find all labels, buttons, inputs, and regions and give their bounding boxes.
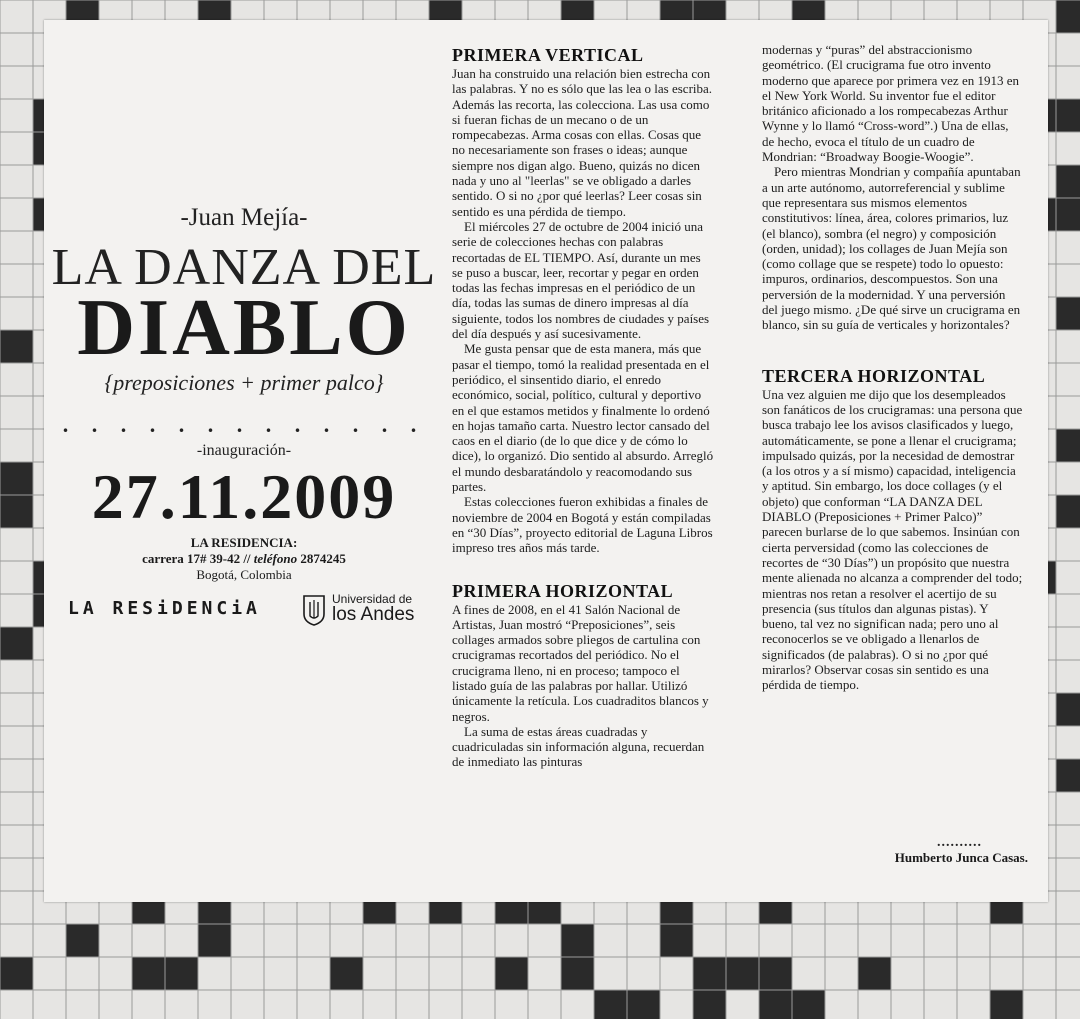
grid-cell-white [0,363,33,396]
grid-cell-white [924,990,957,1019]
venue-info [44,535,444,583]
grid-cell-black [1056,297,1080,330]
grid-cell-black [759,990,792,1019]
paragraph: A fines de 2008, en el 41 Salón Nacional de Artistas, Juan mostró “Preposiciones”, seis collages armados sobre pliegos de cartulina con crucigramas recortados del periódico. No el crucigrama lleno, ni en proceso; tampoco el listado guía de las palabras por hallar. Utilizó únicamente la retícula. Los cuadraditos blancos y negros. [452,601,709,724]
grid-cell-white [1056,990,1080,1019]
uni-logo-line-1: Universidad de [332,592,413,606]
grid-cell-white [66,990,99,1019]
grid-cell-white [330,990,363,1019]
grid-cell-white [0,231,33,264]
grid-cell-white [0,198,33,231]
grid-cell-white [891,957,924,990]
grid-cell-white [1056,264,1080,297]
grid-cell-white [462,924,495,957]
grid-cell-white [1056,726,1080,759]
grid-cell-white [1056,858,1080,891]
decorative-dots: . . . . . . . . . . . . . [62,412,426,437]
grid-cell-black [66,924,99,957]
signature-dots: .......... [937,835,982,850]
grid-cell-white [0,858,33,891]
section-heading: PRIMERA HORIZONTAL [452,580,674,601]
grid-cell-white [1056,957,1080,990]
grid-cell-black [561,957,594,990]
grid-cell-white [594,957,627,990]
grid-cell-white [231,957,264,990]
grid-cell-white [363,924,396,957]
grid-cell-white [1056,231,1080,264]
paragraph: modernas y “puras” del abstraccionismo geométrico. (El crucigrama fue otro invento moderno que aparece por primera vez en 1913 en el New York World. Su inventor fue el editor británico aficionado a los rompecabezas Arthur Wynne y lo llamó “Cross-word”.) Una de ellas, de hecho, evoca el título de un cuadro de Mondrian: “Broadway Boogie-Woogie”. [762,42,1019,165]
grid-cell-black [1056,99,1080,132]
grid-cell-white [1056,561,1080,594]
section-heading: PRIMERA VERTICAL [452,45,644,65]
grid-cell-black [693,990,726,1019]
grid-cell-white [858,924,891,957]
paragraph: Me gusta pensar que de esta manera, más que pasar el tiempo, tomó la realidad presentada en el periódico, el sinsentido diario, el enredo económico, social, político, cultural y deportivo en el que estamos metidos y finalmente lo ordenó en hojas tamaño carta. Nuestro lector cansado del caos en el diario (de lo que dice y de cómo lo dice), lo organizó. Dio sentido al absurdo. Arregló el mundo desbaratándolo y reacomodando sus partes. [452,341,714,495]
grid-cell-black [726,957,759,990]
grid-cell-black [561,924,594,957]
poster-paper [44,20,1048,902]
poster-left-panel [44,20,444,902]
title-line-2: DIABLO [77,284,411,372]
grid-cell-black [1056,429,1080,462]
grid-cell-white [297,957,330,990]
grid-cell-white [297,990,330,1019]
grid-cell-white [264,990,297,1019]
paragraph: El miércoles 27 de octubre de 2004 inició una serie de colecciones hechas con palabras recortadas de EL TIEMPO. Así, durante un mes se puso a buscar, leer, recortar y pegar en orden todas las fechas impresas en el periódico de un día, todas las sumas de dinero impresas al día siguiente, todos los nombres de ciudades y países del día después y así sucesivamente. [452,218,710,342]
grid-cell-white [0,264,33,297]
grid-cell-black [165,957,198,990]
grid-cell-white [33,924,66,957]
grid-cell-white [528,924,561,957]
grid-cell-black [1056,165,1080,198]
grid-cell-white [0,924,33,957]
grid-cell-white [165,924,198,957]
grid-cell-white [0,825,33,858]
grid-cell-white [0,660,33,693]
grid-cell-white [66,957,99,990]
grid-cell-white [1056,132,1080,165]
grid-cell-white [726,924,759,957]
grid-cell-black [0,462,33,495]
grid-cell-white [330,924,363,957]
grid-cell-white [429,924,462,957]
grid-cell-white [1056,924,1080,957]
grid-cell-white [957,924,990,957]
grid-cell-white [198,957,231,990]
venue-name: LA RESIDENCIA: [190,535,298,550]
grid-cell-white [1056,330,1080,363]
grid-cell-white [297,924,330,957]
uni-logo-line-2: los Andes [332,604,415,625]
grid-cell-black [759,957,792,990]
venue-city: Bogotá, Colombia [196,567,292,582]
grid-cell-white [0,528,33,561]
inauguration-label: -inauguración- [196,442,292,459]
grid-cell-white [660,990,693,1019]
university-shield-icon [302,594,326,626]
la-residencia-logo: LA RESiDENCiA [68,598,261,619]
grid-cell-black [693,957,726,990]
grid-cell-white [957,957,990,990]
signature: Humberto Junca Casas. [894,850,1028,865]
grid-cell-white [99,924,132,957]
grid-cell-black [1056,0,1080,33]
paragraph: Juan ha construido una relación bien estrecha con las palabras. Y no es sólo que las lea o las escriba. Además las recorta, las colecciona. Las usa como si fueran fichas de un mecano o de un rompecabezas. Arma cosas con ellas. Cosas que no necesariamente son frases o ideas; aunque siempre nos digan algo. Bueno, quizás no dicen nada y uno al "leerlas" se ve obligado a darles sentido. O si no ¿por qué leerlas? Leer cosas sin sentido es una pérdida de tiempo. [452,66,713,219]
grid-cell-white [1056,627,1080,660]
grid-cell-black [495,957,528,990]
grid-cell-white [264,957,297,990]
grid-cell-white [0,759,33,792]
grid-cell-white [1023,924,1056,957]
grid-cell-black [792,990,825,1019]
paragraph: Estas colecciones fueron exhibidas a finales de noviembre de 2004 en Bogotá y están compiladas en “30 Días”, proyecto editorial de Laguna Libros impreso tres años más tarde. [452,494,713,556]
event-date: 27.11.2009 [91,461,397,532]
grid-cell-white [231,990,264,1019]
grid-cell-black [0,495,33,528]
grid-cell-white [0,132,33,165]
grid-cell-white [1056,825,1080,858]
grid-cell-white [198,990,231,1019]
grid-cell-white [726,990,759,1019]
grid-cell-white [165,990,198,1019]
grid-cell-black [627,990,660,1019]
grid-cell-white [1056,396,1080,429]
grid-cell-white [0,990,33,1019]
grid-cell-white [759,924,792,957]
grid-cell-black [858,957,891,990]
grid-cell-white [825,990,858,1019]
grid-cell-white [0,33,33,66]
title-line-1: LA DANZA DEL [51,239,437,296]
paragraph: La suma de estas áreas cuadradas y cuadriculadas sin información alguna, recuerdan de inmediato las pinturas [452,723,705,770]
grid-cell-white [924,924,957,957]
grid-cell-white [363,957,396,990]
grid-cell-white [627,924,660,957]
grid-cell-white [0,297,33,330]
grid-cell-white [1056,462,1080,495]
grid-cell-white [0,594,33,627]
grid-cell-white [990,924,1023,957]
grid-cell-white [462,990,495,1019]
grid-cell-white [825,957,858,990]
grid-cell-white [0,99,33,132]
grid-cell-white [1056,792,1080,825]
grid-cell-white [0,726,33,759]
grid-cell-white [528,957,561,990]
grid-cell-black [330,957,363,990]
grid-cell-white [1056,594,1080,627]
grid-cell-black [0,330,33,363]
grid-cell-black [990,990,1023,1019]
grid-cell-white [990,957,1023,990]
grid-cell-white [594,924,627,957]
grid-cell-white [495,924,528,957]
grid-cell-white [858,990,891,1019]
grid-cell-white [396,990,429,1019]
grid-cell-white [627,957,660,990]
grid-cell-white [0,66,33,99]
grid-cell-white [264,924,297,957]
grid-cell-black [1056,198,1080,231]
grid-cell-white [0,693,33,726]
artist-name: -Juan Mejía- [180,204,308,231]
grid-cell-white [528,990,561,1019]
grid-cell-black [1056,495,1080,528]
grid-cell-white [825,924,858,957]
grid-cell-white [396,924,429,957]
grid-cell-white [1056,66,1080,99]
grid-cell-white [99,957,132,990]
grid-cell-white [132,924,165,957]
grid-cell-white [660,957,693,990]
grid-cell-white [0,165,33,198]
grid-cell-black [0,627,33,660]
grid-cell-white [429,957,462,990]
grid-cell-black [1056,693,1080,726]
grid-cell-white [33,990,66,1019]
grid-cell-white [792,924,825,957]
grid-cell-white [924,957,957,990]
grid-cell-white [396,957,429,990]
grid-cell-white [0,0,33,33]
grid-cell-black [0,957,33,990]
grid-cell-white [0,429,33,462]
grid-cell-white [495,990,528,1019]
paragraph: Una vez alguien me dijo que los desempleados son fanáticos de los crucigramas: una persona que busca trabajo lee los avisos clasificados y luego, automáticamente, se pone a llenar el crucigrama; impulsado quizás, por la necesidad de demostrar (a los otros y a sí mismo) capacidad, inteligencia y aptitud. Sin embargo, los doce collages (y el objeto) que conforman “LA DANZA DEL DIABLO (Preposiciones + Primer Palco)” parecen burlarse de lo que sabemos. Insinúan con cierta perversidad (como las colecciones de recortes de “30 Días”) un propósito que nuestra mente alienada no alcanza a comprender del todo; mientras nos retan a resolver el acertijo de su presencia (sus títulos dan algunas pistas). Y bueno, tal vez no significan nada; pero uno al reconocerlos se ve obligado a llenarlos de significados (de palabras). O si no ¿por qué mirarlos? Observar cosas sin sentido es una pérdida de tiempo. [762,386,1023,693]
grid-cell-white [0,891,33,924]
paragraph: Pero mientras Mondrian y compañía apuntaban a un arte autónomo, autorreferencial y sublime que representara sus mismos elementos constitutivos: línea, área, colores primarios, luz (el blanco), sombra (el negro) y composición (orden, unidad); los collages de Juan Mejía son (como collage que se respete) todo lo opuesto: impuros, ordinarios, descompuestos. Son una perversión de la modernidad. Y una perversión del juego mismo. ¿De qué sirve un crucigrama en blanco, sin su guía de verticales y horizontales? [762,164,1021,333]
venue-address: carrera 17# 39-42 // teléfono 2874245 [142,551,346,566]
grid-cell-white [792,957,825,990]
grid-cell-white [363,990,396,1019]
universidad-de-los-andes-logo [302,590,432,632]
grid-cell-white [462,957,495,990]
grid-cell-black [1056,759,1080,792]
grid-cell-white [693,924,726,957]
grid-cell-white [1056,528,1080,561]
grid-cell-black [132,957,165,990]
grid-cell-white [0,561,33,594]
grid-cell-white [132,990,165,1019]
subtitle: {preposiciones + primer palco} [104,370,384,395]
text-column-1 [452,44,714,770]
grid-cell-white [1056,891,1080,924]
grid-cell-white [429,990,462,1019]
grid-cell-white [231,924,264,957]
grid-cell-white [0,396,33,429]
grid-cell-black [594,990,627,1019]
grid-cell-white [957,990,990,1019]
grid-cell-white [561,990,594,1019]
grid-cell-white [1023,957,1056,990]
grid-cell-white [1056,363,1080,396]
grid-cell-white [1056,33,1080,66]
grid-cell-white [891,924,924,957]
grid-cell-white [1056,660,1080,693]
text-column-2 [762,42,1024,693]
grid-cell-white [99,990,132,1019]
grid-cell-white [0,792,33,825]
grid-cell-white [891,990,924,1019]
grid-cell-white [33,957,66,990]
grid-cell-black [660,924,693,957]
section-heading: TERCERA HORIZONTAL [762,365,986,386]
grid-cell-black [198,924,231,957]
grid-cell-white [1023,990,1056,1019]
